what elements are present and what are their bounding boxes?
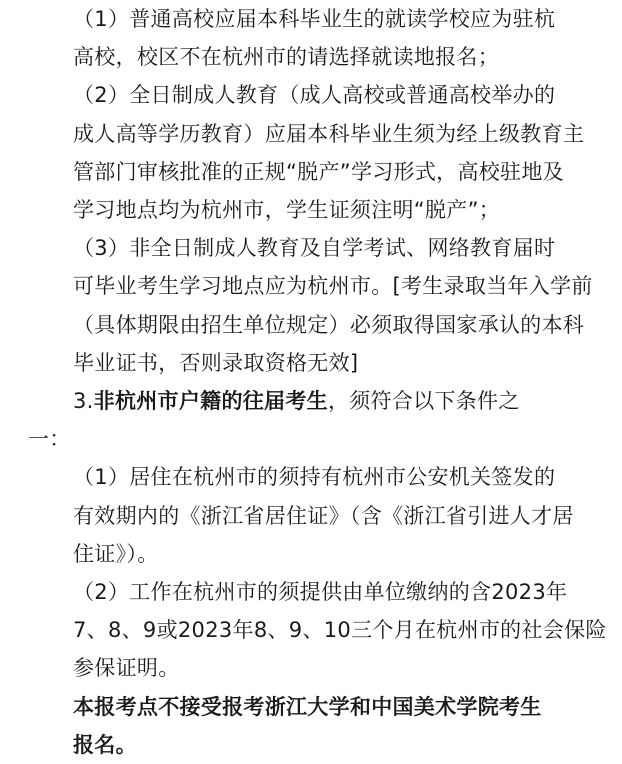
paragraph-work-condition [28, 573, 612, 688]
section-bold-title: 非杭州市户籍的往届考生 [93, 389, 328, 414]
paragraph-condition-1 [28, 0, 612, 76]
text-line: 管部门审核批准的正规“脱产”学习形式，高校驻地及 [73, 159, 564, 184]
text-line: 报名。 [73, 732, 137, 757]
section-title-rest: ，须符合以下条件之 [327, 389, 520, 414]
text-line: 7、8、9或2023年8、9、10三个月在杭州市的社会保险 [73, 618, 607, 643]
text-line: （1）居住在杭州市的须持有杭州市公安机关签发的 [73, 465, 556, 490]
paragraph-section-3-heading [28, 382, 612, 458]
text-line: 学习地点均为杭州市，学生证须注明“脱产”； [73, 198, 501, 223]
paragraph-residence-condition [28, 458, 612, 573]
paragraph-notice [28, 688, 612, 764]
text-line: 本报考点不接受报考浙江大学和中国美术学院考生 [73, 694, 542, 719]
text-line: （具体期限由招生单位规定）必须取得国家承认的本科 [73, 312, 585, 337]
document-body [28, 0, 612, 764]
text-line: 住证》）。 [73, 541, 159, 566]
text-line: 一： [28, 427, 71, 452]
text-line: （2）全日制成人教育（成人高校或普通高校举办的 [73, 83, 556, 108]
text-line: 有效期内的《浙江省居住证》（含《浙江省引进人才居 [73, 503, 574, 528]
text-line: （1）普通高校应届本科毕业生的就读学校应为驻杭 [73, 7, 556, 31]
paragraph-condition-3 [28, 229, 612, 382]
text-line: （2）工作在杭州市的须提供由单位缴纳的含2023年 [73, 580, 568, 605]
text-line: 高校，校区不在杭州市的请选择就读地报名； [73, 45, 499, 70]
text-line: 可毕业考生学习地点应为杭州市。[考生录取当年入学前 [73, 274, 593, 299]
text-line: 参保证明。 [73, 656, 180, 681]
text-line: 毕业证书，否则录取资格无效] [73, 350, 359, 375]
text-line: （3）非全日制成人教育及自学考试、网络教育届时 [73, 236, 556, 261]
paragraph-condition-2 [28, 76, 612, 229]
text-line [28, 382, 612, 420]
section-number: 3. [73, 389, 94, 414]
text-line: 成人高等学历教育）应届本科毕业生须为经上级教育主 [73, 121, 585, 146]
